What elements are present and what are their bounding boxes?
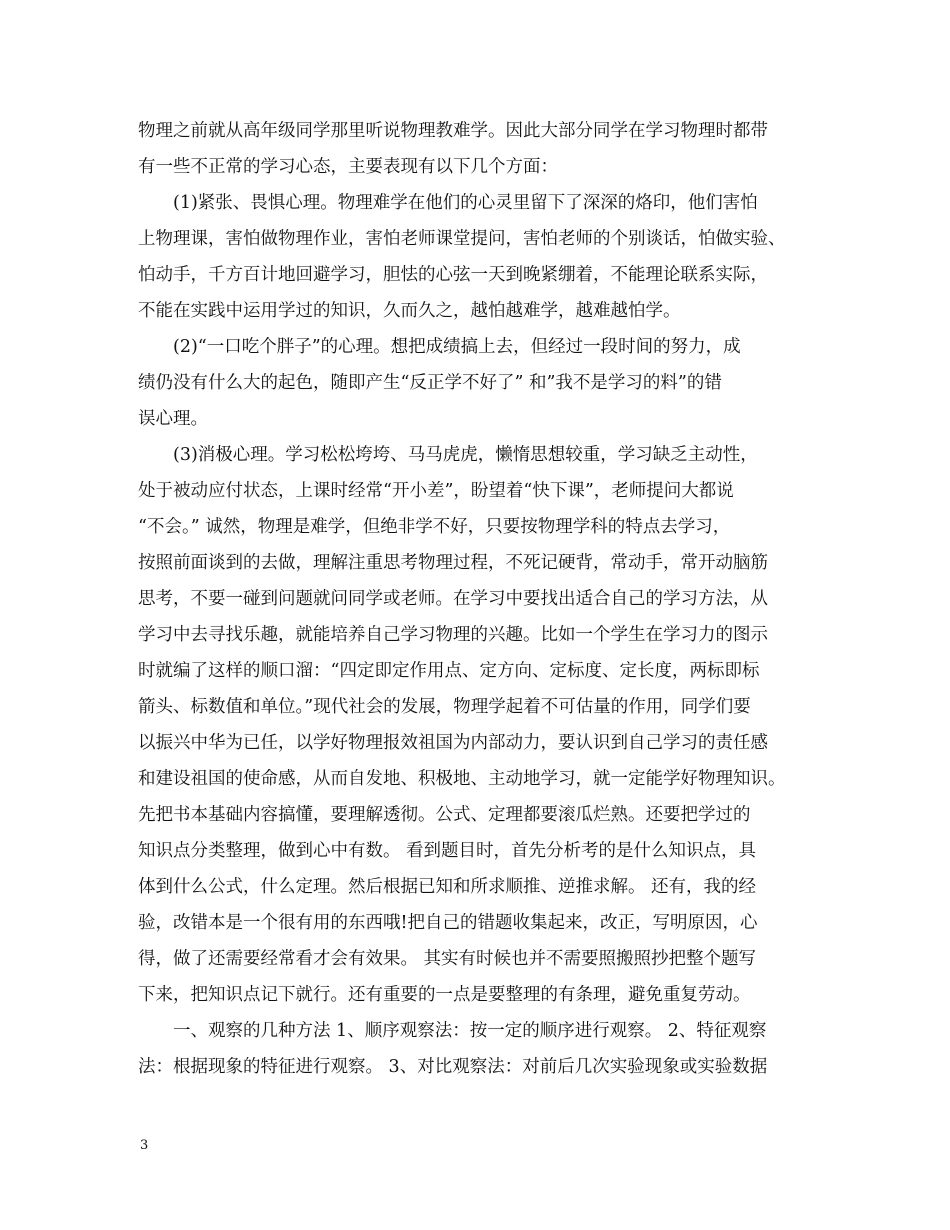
text-line: (1)紧张、畏惧心理。物理难学在他们的心灵里留下了深深的烙印，他们害怕 [138, 193, 758, 213]
text-line: 时就编了这样的顺口溜：“四定即定作用点、定方向、定标度、定长度，两标即标 [138, 661, 760, 681]
text-line: 物理之前就从高年级同学那里听说物理教难学。因此大部分同学在学习物理时都带 [138, 121, 768, 141]
text-line: 处于被动应付状态，上课时经常“开小差”，盼望着“快下课”，老师提问大都说 [138, 481, 734, 501]
text-line: 不能在实践中运用学过的知识，久而久之，越怕越难学，越难越怕学。 [138, 301, 681, 321]
text-line: 上物理课，害怕做物理作业，害怕老师课堂提问，害怕老师的个别谈话，怕做实验、 [138, 229, 786, 249]
text-line: 知识点分类整理，做到心中有数。 看到题目时，首先分析考的是什么知识点，具 [138, 841, 757, 861]
text-line: 下来，把知识点记下就行。还有重要的一点是要整理的有条理，避免重复劳动。 [138, 985, 751, 1005]
body-text [138, 113, 818, 1085]
text-line: 误心理。 [138, 409, 208, 429]
text-line: 思考，不要一碰到问题就问同学或老师。在学习中要找出适合自己的学习方法，从 [138, 589, 768, 609]
text-line: (2)“一口吃个胖子”的心理。想把成绩搞上去，但经过一段时间的努力，成 [138, 337, 741, 357]
text-line: 得，做了还需要经常看才会有效果。 其实有时候也并不需要照搬照抄把整个题写 [138, 949, 757, 969]
text-line: 法：根据现象的特征进行观察。 3、对比观察法：对前后几次实验现象或实验数据 [138, 1057, 768, 1077]
text-line: 一、观察的几种方法 1、顺序观察法：按一定的顺序进行观察。 2、特征观察 [138, 1021, 767, 1041]
text-line: 验，改错本是一个很有用的东西哦!把自己的错题收集起来，改正，写明原因，心 [138, 913, 758, 933]
text-line: 和建设祖国的使命感，从而自发地、积极地、主动地学习，就一定能学好物理知识。 [138, 769, 786, 789]
page-number: 3 [140, 1138, 149, 1153]
text-line: (3)消极心理。学习松松垮垮、马马虎虎，懒惰思想较重，学习缺乏主动性， [138, 445, 758, 465]
text-line: 以振兴中华为已任，以学好物理报效祖国为内部动力，要认识到自己学习的责任感 [138, 733, 768, 753]
text-line: 箭头、标数值和单位。”现代社会的发展，物理学起着不可估量的作用，同学们要 [138, 697, 751, 717]
text-line: 有一些不正常的学习心态，主要表现有以下几个方面： [138, 157, 558, 177]
text-line: 体到什么公式，什么定理。然后根据已知和所求顺推、逆推求解。 还有，我的经 [138, 877, 757, 897]
text-line: 绩仍没有什么大的起色，随即产生“反正学不好了” 和”我不是学习的料”的错 [138, 373, 722, 393]
text-line: 学习中去寻找乐趣，就能培养自己学习物理的兴趣。比如一个学生在学习力的图示 [138, 625, 768, 645]
text-line: 怕动手，千方百计地回避学习，胆怯的心弦一天到晚紧绷着，不能理论联系实际， [138, 265, 768, 285]
text-line: “不会。” 诚然，物理是难学，但绝非学不好，只要按物理学科的特点去学习， [138, 517, 731, 537]
text-line: 按照前面谈到的去做，理解注重思考物理过程，不死记硬背，常动手，常开动脑筋 [138, 553, 768, 573]
text-line: 先把书本基础内容搞懂，要理解透彻。公式、定理都要滚瓜烂熟。还要把学过的 [138, 805, 751, 825]
